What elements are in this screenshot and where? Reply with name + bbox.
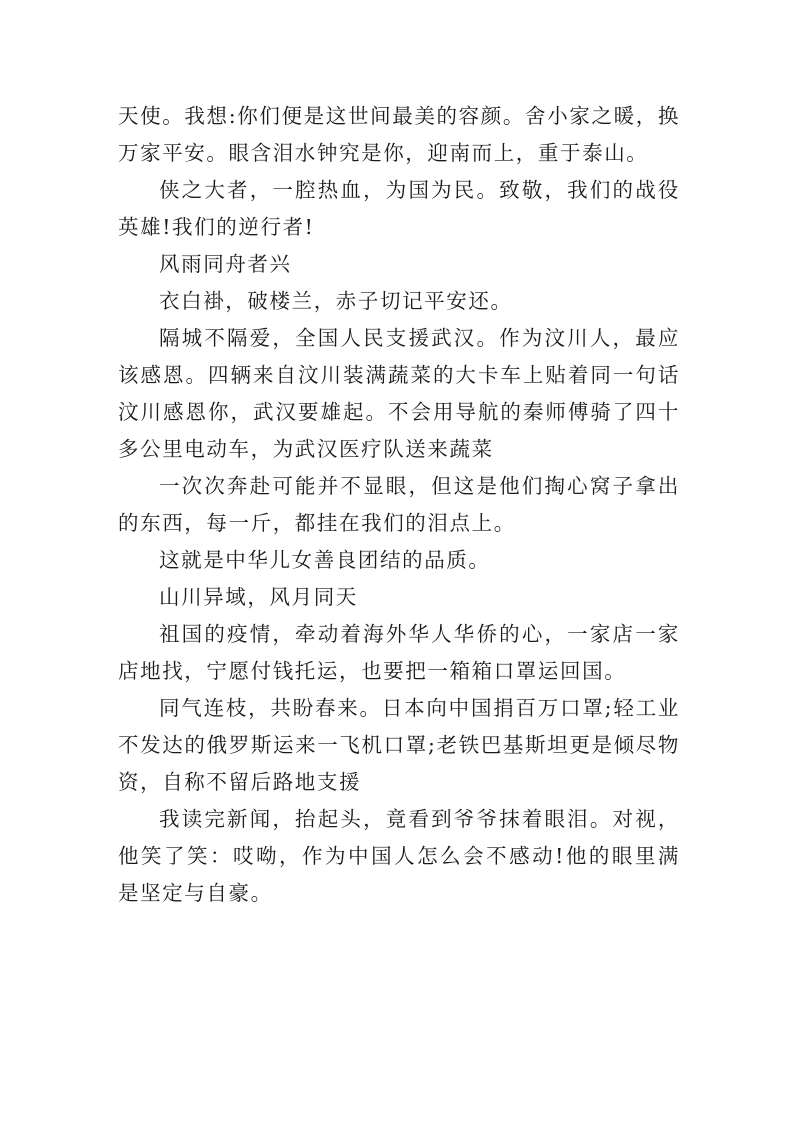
section-heading: 风雨同舟者兴 [159, 252, 292, 276]
paragraph: 天使。我想:你们便是这世间最美的容颜。舍小家之暖，换万家平安。眼含泪水钟究是你，迎南而上，重于泰山。 [118, 104, 680, 165]
paragraph: 这就是中华儿女善良团结的品质。 [159, 548, 491, 572]
paragraph: 一次次奔赴可能并不显眼，但这是他们掏心窝子拿出的东西，每一斤，都挂在我们的泪点上。 [118, 474, 680, 535]
paragraph: 我读完新闻，抬起头，竟看到爷爷抹着眼泪。对视，他笑了笑：哎呦，作为中国人怎么会不感动!他的眼里满是坚定与自豪。 [118, 807, 680, 905]
document-body [118, 98, 680, 912]
paragraph: 侠之大者，一腔热血，为国为民。致敬，我们的战役英雄!我们的逆行者! [118, 178, 680, 239]
section-heading: 山川异域，风月同天 [159, 585, 358, 609]
paragraph: 隔城不隔爱，全国人民支援武汉。作为汶川人，最应该感恩。四辆来自汶川装满蔬菜的大卡车上贴着同一句话汶川感恩你，武汉要雄起。不会用导航的秦师傅骑了四十多公里电动车，为武汉医疗队送来蔬菜 [118, 326, 680, 461]
paragraph: 同气连枝，共盼春来。日本向中国捐百万口罩;轻工业不发达的俄罗斯运来一飞机口罩;老铁巴基斯坦更是倾尽物资，自称不留后路地支援 [118, 696, 680, 794]
paragraph: 祖国的疫情，牵动着海外华人华侨的心，一家店一家店地找，宁愿付钱托运，也要把一箱箱口罩运回国。 [118, 622, 680, 683]
paragraph: 衣白褂，破楼兰，赤子切记平安还。 [159, 289, 513, 313]
